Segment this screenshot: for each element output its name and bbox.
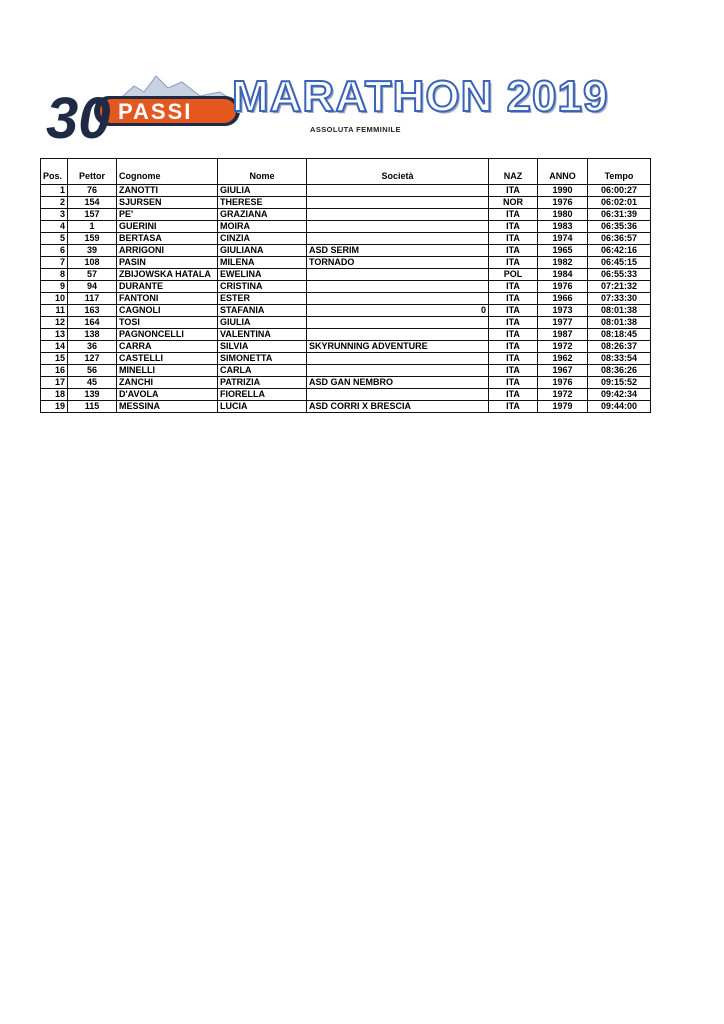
cell-anno: 1973 <box>538 305 588 317</box>
cell-nome: SILVIA <box>218 341 307 353</box>
cell-societa: TORNADO <box>307 257 489 269</box>
cell-societa <box>307 281 489 293</box>
cell-societa <box>307 185 489 197</box>
cell-anno: 1983 <box>538 221 588 233</box>
table-row <box>41 209 651 221</box>
cell-naz: ITA <box>489 329 538 341</box>
cell-naz: ITA <box>489 365 538 377</box>
cell-tempo: 06:42:16 <box>588 245 651 257</box>
cell-pos: 7 <box>41 257 68 269</box>
cell-pettorale: 164 <box>68 317 117 329</box>
cell-societa <box>307 317 489 329</box>
cell-tempo: 08:36:26 <box>588 365 651 377</box>
table-row <box>41 197 651 209</box>
cell-cognome: DURANTE <box>117 281 218 293</box>
cell-anno: 1967 <box>538 365 588 377</box>
cell-nome: EWELINA <box>218 269 307 281</box>
cell-anno: 1984 <box>538 269 588 281</box>
table-row <box>41 389 651 401</box>
cell-pos: 8 <box>41 269 68 281</box>
cell-naz: ITA <box>489 317 538 329</box>
cell-pos: 2 <box>41 197 68 209</box>
cell-pettorale: 1 <box>68 221 117 233</box>
cell-pos: 3 <box>41 209 68 221</box>
cell-pettorale: 108 <box>68 257 117 269</box>
cell-pettorale: 163 <box>68 305 117 317</box>
cell-nome: LUCIA <box>218 401 307 413</box>
cell-tempo: 08:26:37 <box>588 341 651 353</box>
page-title: MARATHON 2019 <box>232 72 609 121</box>
cell-pettorale: 154 <box>68 197 117 209</box>
cell-tempo: 06:00:27 <box>588 185 651 197</box>
cell-nome: SIMONETTA <box>218 353 307 365</box>
cell-anno: 1977 <box>538 317 588 329</box>
table-row <box>41 305 651 317</box>
cell-naz: ITA <box>489 209 538 221</box>
cell-cognome: BERTASA <box>117 233 218 245</box>
cell-pos: 9 <box>41 281 68 293</box>
cell-naz: ITA <box>489 293 538 305</box>
table-row <box>41 377 651 389</box>
page-subtitle: ASSOLUTA FEMMINILE <box>310 125 401 134</box>
cell-tempo: 09:15:52 <box>588 377 651 389</box>
cell-anno: 1966 <box>538 293 588 305</box>
cell-cognome: GUERINI <box>117 221 218 233</box>
cell-pettorale: 45 <box>68 377 117 389</box>
cell-nome: THERESE <box>218 197 307 209</box>
30-passi-logo <box>42 66 242 146</box>
cell-nome: ESTER <box>218 293 307 305</box>
cell-nome: CRISTINA <box>218 281 307 293</box>
cell-naz: POL <box>489 269 538 281</box>
cell-pos: 6 <box>41 245 68 257</box>
cell-nome: STAFANIA <box>218 305 307 317</box>
header-pos: Pos. <box>41 159 68 185</box>
results-table <box>40 158 651 413</box>
cell-nome: CARLA <box>218 365 307 377</box>
table-row <box>41 281 651 293</box>
header-naz: NAZ <box>489 159 538 185</box>
cell-tempo: 08:18:45 <box>588 329 651 341</box>
cell-anno: 1965 <box>538 245 588 257</box>
cell-pettorale: 94 <box>68 281 117 293</box>
table-row <box>41 353 651 365</box>
cell-naz: ITA <box>489 257 538 269</box>
cell-nome: CINZIA <box>218 233 307 245</box>
cell-naz: ITA <box>489 377 538 389</box>
cell-anno: 1980 <box>538 209 588 221</box>
cell-pettorale: 127 <box>68 353 117 365</box>
cell-societa <box>307 293 489 305</box>
cell-societa <box>307 197 489 209</box>
cell-pos: 11 <box>41 305 68 317</box>
cell-pos: 15 <box>41 353 68 365</box>
cell-anno: 1976 <box>538 197 588 209</box>
cell-societa: SKYRUNNING ADVENTURE <box>307 341 489 353</box>
cell-societa: 0 <box>307 305 489 317</box>
table-row <box>41 341 651 353</box>
cell-naz: ITA <box>489 389 538 401</box>
cell-pettorale: 159 <box>68 233 117 245</box>
cell-naz: ITA <box>489 245 538 257</box>
page-header <box>0 0 724 150</box>
cell-societa <box>307 221 489 233</box>
cell-pos: 10 <box>41 293 68 305</box>
cell-societa <box>307 329 489 341</box>
cell-anno: 1972 <box>538 389 588 401</box>
cell-cognome: MESSINA <box>117 401 218 413</box>
cell-cognome: CASTELLI <box>117 353 218 365</box>
cell-nome: GIULIA <box>218 317 307 329</box>
cell-cognome: PAGNONCELLI <box>117 329 218 341</box>
cell-societa: ASD CORRI X BRESCIA <box>307 401 489 413</box>
cell-cognome: CARRA <box>117 341 218 353</box>
cell-tempo: 06:02:01 <box>588 197 651 209</box>
cell-cognome: D'AVOLA <box>117 389 218 401</box>
cell-nome: GIULIANA <box>218 245 307 257</box>
cell-societa <box>307 353 489 365</box>
cell-tempo: 09:42:34 <box>588 389 651 401</box>
table-row <box>41 293 651 305</box>
cell-pos: 4 <box>41 221 68 233</box>
cell-cognome: ZBIJOWSKA HATALA <box>117 269 218 281</box>
header-societa: Società <box>307 159 489 185</box>
cell-naz: ITA <box>489 281 538 293</box>
cell-tempo: 06:55:33 <box>588 269 651 281</box>
cell-pos: 17 <box>41 377 68 389</box>
cell-pettorale: 157 <box>68 209 117 221</box>
cell-tempo: 06:45:15 <box>588 257 651 269</box>
cell-nome: MILENA <box>218 257 307 269</box>
cell-pos: 5 <box>41 233 68 245</box>
table-row <box>41 221 651 233</box>
cell-societa <box>307 233 489 245</box>
cell-tempo: 08:33:54 <box>588 353 651 365</box>
cell-nome: GRAZIANA <box>218 209 307 221</box>
cell-pos: 16 <box>41 365 68 377</box>
cell-societa <box>307 209 489 221</box>
cell-tempo: 08:01:38 <box>588 317 651 329</box>
cell-pos: 1 <box>41 185 68 197</box>
cell-cognome: ZANOTTI <box>117 185 218 197</box>
cell-societa <box>307 269 489 281</box>
table-row <box>41 329 651 341</box>
cell-anno: 1974 <box>538 233 588 245</box>
cell-cognome: FANTONI <box>117 293 218 305</box>
cell-societa <box>307 389 489 401</box>
cell-pos: 12 <box>41 317 68 329</box>
cell-nome: PATRIZIA <box>218 377 307 389</box>
cell-cognome: ARRIGONI <box>117 245 218 257</box>
cell-nome: FIORELLA <box>218 389 307 401</box>
cell-tempo: 06:35:36 <box>588 221 651 233</box>
header-tempo: Tempo <box>588 159 651 185</box>
cell-naz: ITA <box>489 401 538 413</box>
results-body <box>41 185 651 413</box>
cell-cognome: CAGNOLI <box>117 305 218 317</box>
cell-anno: 1982 <box>538 257 588 269</box>
cell-anno: 1990 <box>538 185 588 197</box>
cell-cognome: TOSI <box>117 317 218 329</box>
cell-tempo: 06:36:57 <box>588 233 651 245</box>
cell-pos: 18 <box>41 389 68 401</box>
cell-naz: ITA <box>489 221 538 233</box>
cell-anno: 1976 <box>538 281 588 293</box>
cell-cognome: MINELLI <box>117 365 218 377</box>
table-row <box>41 317 651 329</box>
cell-pettorale: 56 <box>68 365 117 377</box>
cell-anno: 1987 <box>538 329 588 341</box>
cell-anno: 1962 <box>538 353 588 365</box>
cell-anno: 1979 <box>538 401 588 413</box>
cell-pettorale: 36 <box>68 341 117 353</box>
cell-pettorale: 57 <box>68 269 117 281</box>
cell-cognome: PE' <box>117 209 218 221</box>
cell-nome: GIULIA <box>218 185 307 197</box>
cell-tempo: 09:44:00 <box>588 401 651 413</box>
table-row <box>41 257 651 269</box>
cell-tempo: 07:21:32 <box>588 281 651 293</box>
table-row <box>41 269 651 281</box>
cell-societa: ASD SERIM <box>307 245 489 257</box>
cell-pettorale: 39 <box>68 245 117 257</box>
cell-societa: ASD GAN NEMBRO <box>307 377 489 389</box>
cell-societa <box>307 365 489 377</box>
cell-tempo: 06:31:39 <box>588 209 651 221</box>
logo-text: PASSI <box>118 99 193 124</box>
cell-cognome: SJURSEN <box>117 197 218 209</box>
cell-naz: ITA <box>489 185 538 197</box>
cell-tempo: 07:33:30 <box>588 293 651 305</box>
header-pettorale: Pettor <box>68 159 117 185</box>
cell-pettorale: 117 <box>68 293 117 305</box>
cell-pos: 19 <box>41 401 68 413</box>
logo-number: 30 <box>46 86 111 146</box>
cell-naz: NOR <box>489 197 538 209</box>
cell-pettorale: 138 <box>68 329 117 341</box>
cell-naz: ITA <box>489 341 538 353</box>
cell-pettorale: 115 <box>68 401 117 413</box>
cell-cognome: ZANCHI <box>117 377 218 389</box>
cell-pos: 13 <box>41 329 68 341</box>
header-cognome: Cognome <box>117 159 218 185</box>
table-row <box>41 185 651 197</box>
cell-anno: 1976 <box>538 377 588 389</box>
cell-tempo: 08:01:38 <box>588 305 651 317</box>
header-anno: ANNO <box>538 159 588 185</box>
cell-nome: MOIRA <box>218 221 307 233</box>
table-header-row <box>41 159 651 185</box>
cell-naz: ITA <box>489 353 538 365</box>
header-nome: Nome <box>218 159 307 185</box>
table-row <box>41 401 651 413</box>
cell-naz: ITA <box>489 305 538 317</box>
table-row <box>41 233 651 245</box>
cell-pettorale: 76 <box>68 185 117 197</box>
cell-naz: ITA <box>489 233 538 245</box>
table-row <box>41 365 651 377</box>
cell-cognome: PASIN <box>117 257 218 269</box>
cell-pos: 14 <box>41 341 68 353</box>
table-row <box>41 245 651 257</box>
cell-nome: VALENTINA <box>218 329 307 341</box>
cell-pettorale: 139 <box>68 389 117 401</box>
cell-anno: 1972 <box>538 341 588 353</box>
